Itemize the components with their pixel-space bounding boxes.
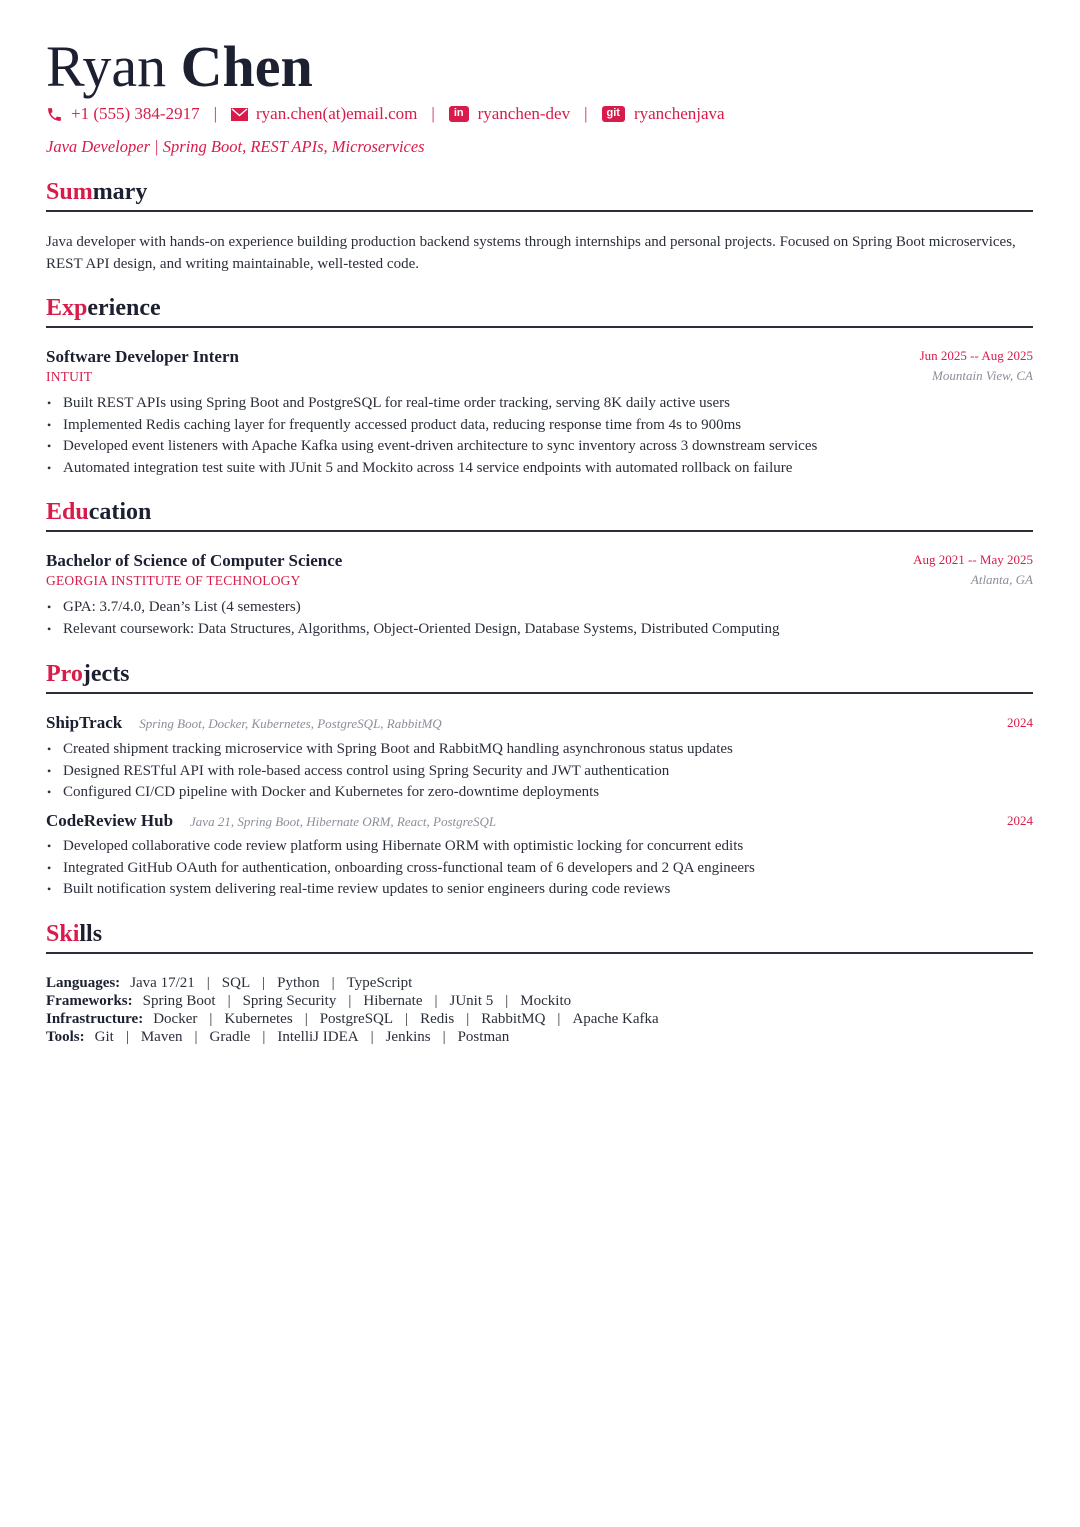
employer: INTUIT — [46, 369, 93, 384]
list-item: • Developed event listeners with Apache Kafka using event-driven architecture to sync inventory across 3 downstream services — [46, 436, 1033, 458]
skill-item: PostgreSQL — [319, 1011, 394, 1027]
skill-separator: | — [125, 1029, 129, 1045]
project-header-shiptrack — [46, 713, 1033, 735]
contact-separator: | — [431, 104, 435, 123]
skill-item: Redis — [420, 1011, 455, 1027]
section-title-education — [46, 498, 1033, 532]
skill-separator: | — [304, 1011, 308, 1027]
skill-separator: | — [442, 1029, 446, 1045]
github-text: ryanchenjava — [633, 104, 725, 123]
section-title-rest: erience — [87, 295, 161, 321]
section-title-accent: Pro — [46, 661, 83, 687]
section-title-rest: mary — [92, 179, 148, 205]
section-title-skills — [46, 920, 1033, 954]
skill-category-label: Tools: — [46, 1029, 85, 1045]
skill-item: SQL — [221, 975, 251, 991]
skill-category-label: Infrastructure: — [46, 1011, 144, 1027]
linkedin-text: ryanchen-dev — [477, 104, 571, 123]
experience-bullets — [46, 393, 1033, 479]
project-bullets — [46, 836, 1033, 901]
candidate-name — [46, 34, 313, 100]
skill-separator: | — [434, 993, 438, 1009]
skill-row — [46, 992, 1033, 1010]
experience-entry-header — [46, 347, 1033, 391]
job-dates: Jun 2025 -- Aug 2025 — [919, 348, 1033, 363]
section-title-rest: lls — [79, 921, 103, 947]
degree-title: Bachelor of Science of Computer Science — [46, 551, 343, 570]
section-title-experience — [46, 294, 1033, 328]
skill-separator: | — [466, 1011, 470, 1027]
skill-separator: | — [194, 1029, 198, 1045]
project-name: ShipTrack — [46, 713, 123, 732]
linkedin-contact[interactable] — [449, 104, 570, 124]
skill-separator: | — [206, 975, 210, 991]
skill-item: Mockito — [520, 993, 572, 1009]
project-date: 2024 — [1007, 715, 1033, 730]
section-title-summary — [46, 178, 1033, 212]
skill-separator: | — [209, 1011, 213, 1027]
list-item: • GPA: 3.7/4.0, Dean’s List (4 semesters) — [46, 597, 1033, 619]
list-item: • Built REST APIs using Spring Boot and PostgreSQL for real-time order tracking, serving 8K daily active users — [46, 393, 1033, 415]
skill-item: Python — [277, 975, 320, 991]
skill-item: Hibernate — [363, 993, 423, 1009]
school-name: GEORGIA INSTITUTE OF TECHNOLOGY — [46, 573, 301, 588]
skills-list — [46, 974, 1033, 1046]
skill-separator: | — [370, 1029, 374, 1045]
skill-separator: | — [227, 993, 231, 1009]
skill-item: Kubernetes — [224, 1011, 293, 1027]
project-tech-stack: Java 21, Spring Boot, Hibernate ORM, React, PostgreSQL — [190, 814, 497, 829]
skill-item: TypeScript — [346, 975, 413, 991]
list-item: • Designed RESTful API with role-based access control using Spring Security and JWT authentication — [46, 761, 1033, 783]
project-header-codereview-hub — [46, 811, 1033, 833]
section-title-accent: Sum — [46, 179, 93, 205]
skill-item: JUnit 5 — [449, 993, 494, 1009]
contact-separator: | — [213, 104, 217, 123]
phone-text: +1 (555) 384-2917 — [71, 104, 200, 123]
skill-row — [46, 974, 1033, 992]
job-location: Mountain View, CA — [932, 368, 1033, 383]
project-name: CodeReview Hub — [46, 811, 174, 830]
list-item: • Implemented Redis caching layer for frequently accessed product data, reducing response time from 4s to 900ms — [46, 415, 1033, 437]
skill-item: Apache Kafka — [572, 1011, 659, 1027]
skill-item: Spring Boot — [142, 993, 216, 1009]
list-item: • Relevant coursework: Data Structures, Algorithms, Object-Oriented Design, Database Systems, Distributed Computing — [46, 619, 1033, 641]
git-icon: git — [602, 106, 625, 122]
skill-item: Maven — [140, 1029, 183, 1045]
section-title-accent: Ski — [46, 921, 80, 947]
education-dates: Aug 2021 -- May 2025 — [913, 552, 1033, 567]
job-title: Software Developer Intern — [46, 347, 239, 366]
skill-item: Git — [94, 1029, 114, 1045]
education-location: Atlanta, GA — [970, 572, 1033, 587]
first-name: Ryan — [46, 34, 167, 99]
education-entry-header — [46, 551, 1033, 595]
skill-separator: | — [557, 1011, 561, 1027]
skill-item: Postman — [457, 1029, 510, 1045]
skill-item: Spring Security — [242, 993, 337, 1009]
email-text: ryan.chen(at)email.com — [255, 104, 418, 123]
skill-item: Gradle — [209, 1029, 251, 1045]
list-item: • Configured CI/CD pipeline with Docker and Kubernetes for zero-downtime deployments — [46, 782, 1033, 804]
list-item: • Integrated GitHub OAuth for authentication, onboarding cross-functional team of 6 developers and 2 QA engineers — [46, 858, 1033, 880]
skill-separator: | — [331, 975, 335, 991]
envelope-icon — [231, 108, 248, 121]
skill-row — [46, 1028, 1033, 1046]
skill-separator: | — [505, 993, 509, 1009]
linkedin-icon: in — [449, 106, 469, 122]
phone-contact[interactable] — [46, 104, 200, 124]
section-title-projects — [46, 660, 1033, 694]
project-tech-stack: Spring Boot, Docker, Kubernetes, PostgreSQL, RabbitMQ — [139, 716, 442, 731]
skill-item: Java 17/21 — [130, 975, 195, 991]
list-item: • Created shipment tracking microservice with Spring Boot and RabbitMQ handling asynchronous status updates — [46, 739, 1033, 761]
project-date: 2024 — [1007, 813, 1033, 828]
section-title-rest: cation — [88, 499, 152, 525]
skill-separator: | — [262, 1029, 266, 1045]
list-item: • Automated integration test suite with JUnit 5 and Mockito across 14 service endpoints with automated rollback on failure — [46, 458, 1033, 480]
list-item: • Built notification system delivering real-time review updates to senior engineers during code reviews — [46, 879, 1033, 901]
skill-row — [46, 1010, 1033, 1028]
skill-item: RabbitMQ — [481, 1011, 546, 1027]
contact-bar — [46, 102, 725, 126]
skill-item: IntelliJ IDEA — [277, 1029, 359, 1045]
contact-separator: | — [584, 104, 588, 123]
headline: Java Developer | Spring Boot, REST APIs, Microservices — [46, 137, 425, 156]
github-contact[interactable] — [602, 104, 725, 124]
skill-separator: | — [405, 1011, 409, 1027]
last-name: Chen — [180, 34, 313, 99]
phone-icon — [46, 106, 63, 123]
section-title-accent: Exp — [46, 295, 88, 321]
skill-item: Jenkins — [385, 1029, 431, 1045]
email-contact[interactable] — [231, 104, 417, 124]
project-bullets — [46, 739, 1033, 804]
summary-text: Java developer with hands-on experience building production backend systems through internships and personal projects. Focused on Spring Boot microservices, REST API design, and writing maintainable, well-tested code. — [46, 234, 1016, 272]
section-title-rest: jects — [82, 661, 130, 687]
skill-category-label: Frameworks: — [46, 993, 133, 1009]
section-title-accent: Edu — [46, 499, 89, 525]
skill-separator: | — [262, 975, 266, 991]
skill-category-label: Languages: — [46, 975, 121, 991]
list-item: • Developed collaborative code review platform using Hibernate ORM with optimistic locking for concurrent edits — [46, 836, 1033, 858]
education-bullets — [46, 597, 1033, 640]
skill-separator: | — [348, 993, 352, 1009]
skill-item: Docker — [153, 1011, 198, 1027]
